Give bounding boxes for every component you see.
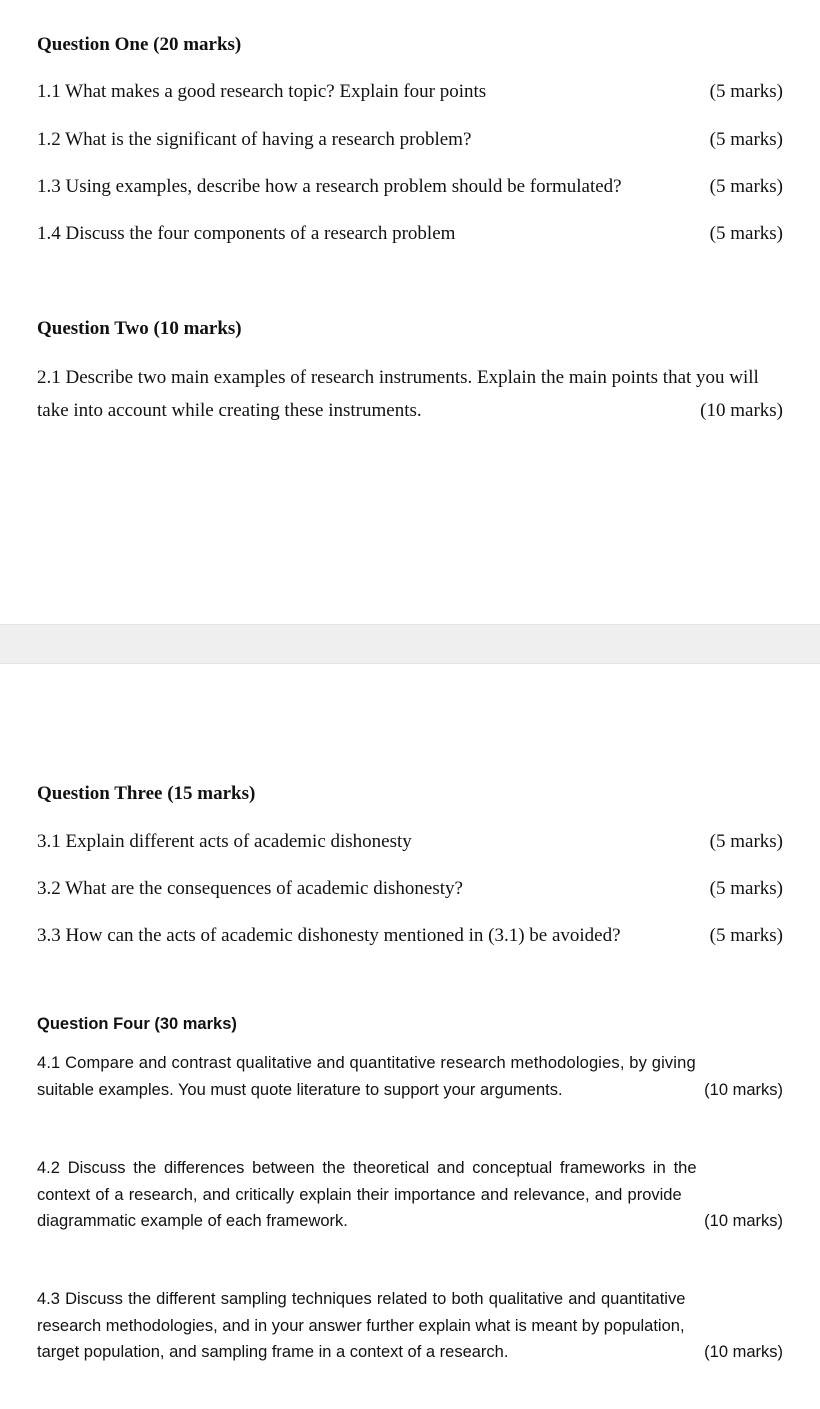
question-1-1 — [37, 81, 783, 103]
question-two-heading: Question Two (10 marks) — [37, 318, 242, 339]
question-1-3 — [37, 176, 783, 198]
question-1-4 — [37, 223, 783, 245]
marks-label: (5 marks) — [709, 831, 783, 852]
question-line — [37, 361, 783, 394]
question-text: suitable examples. You must quote literature to support your arguments. — [37, 1080, 563, 1099]
question-text: 4.3 Discuss the different sampling techniques related to both qualitative and quantitative — [37, 1290, 686, 1308]
marks-label: (5 marks) — [709, 925, 783, 946]
marks-label: (10 marks) — [704, 1080, 783, 1099]
question-3-1 — [37, 831, 783, 853]
question-last-line — [37, 1077, 783, 1104]
question-four-heading: Question Four (30 marks) — [37, 1015, 237, 1033]
marks-label: (5 marks) — [709, 176, 783, 197]
marks-label: (5 marks) — [709, 878, 783, 899]
question-last-line — [37, 394, 783, 427]
question-text: 1.3 Using examples, describe how a research problem should be formulated? — [37, 176, 622, 197]
question-one-heading: Question One (20 marks) — [37, 34, 242, 55]
question-last-line — [37, 1339, 783, 1366]
marks-label: (10 marks) — [700, 400, 783, 421]
question-2-1 — [37, 361, 783, 427]
question-text: 4.1 Compare and contrast qualitative and quantitative research methodologies, by giving — [37, 1054, 696, 1072]
question-three-heading: Question Three (15 marks) — [37, 783, 256, 804]
question-3-3 — [37, 925, 783, 947]
question-4-3 — [37, 1286, 783, 1366]
marks-label: (5 marks) — [709, 223, 783, 244]
question-text: 1.4 Discuss the four components of a research problem — [37, 223, 456, 244]
question-text: diagrammatic example of each framework. — [37, 1212, 348, 1230]
page-break — [0, 624, 820, 664]
question-text: 1.2 What is the significant of having a research problem? — [37, 129, 472, 150]
question-text: 4.2 Discuss the differences between the theoretical and conceptual frameworks in the — [37, 1159, 697, 1177]
question-text: 3.3 How can the acts of academic dishonesty mentioned in (3.1) be avoided? — [37, 925, 621, 946]
question-last-line — [37, 1208, 783, 1235]
marks-label: (10 marks) — [704, 1212, 783, 1230]
question-text: research methodologies, and in your answer further explain what is meant by population, — [37, 1316, 685, 1335]
question-4-1 — [37, 1050, 783, 1103]
marks-label: (10 marks) — [704, 1343, 783, 1361]
question-text: take into account while creating these instruments. — [37, 400, 422, 421]
question-text: 3.1 Explain different acts of academic dishonesty — [37, 831, 412, 852]
marks-label: (5 marks) — [709, 81, 783, 102]
question-text: 1.1 What makes a good research topic? Explain four points — [37, 81, 487, 102]
question-text: target population, and sampling frame in a context of a research. — [37, 1343, 509, 1361]
marks-label: (5 marks) — [709, 129, 783, 150]
question-4-2 — [37, 1155, 783, 1235]
question-text: 3.2 What are the consequences of academic dishonesty? — [37, 878, 463, 899]
question-1-2 — [37, 129, 783, 151]
question-text: 2.1 Describe two main examples of research instruments. Explain the main points that you will — [37, 367, 759, 388]
question-3-2 — [37, 878, 783, 900]
question-text: context of a research, and critically explain their importance and relevance, and provide — [37, 1185, 682, 1204]
